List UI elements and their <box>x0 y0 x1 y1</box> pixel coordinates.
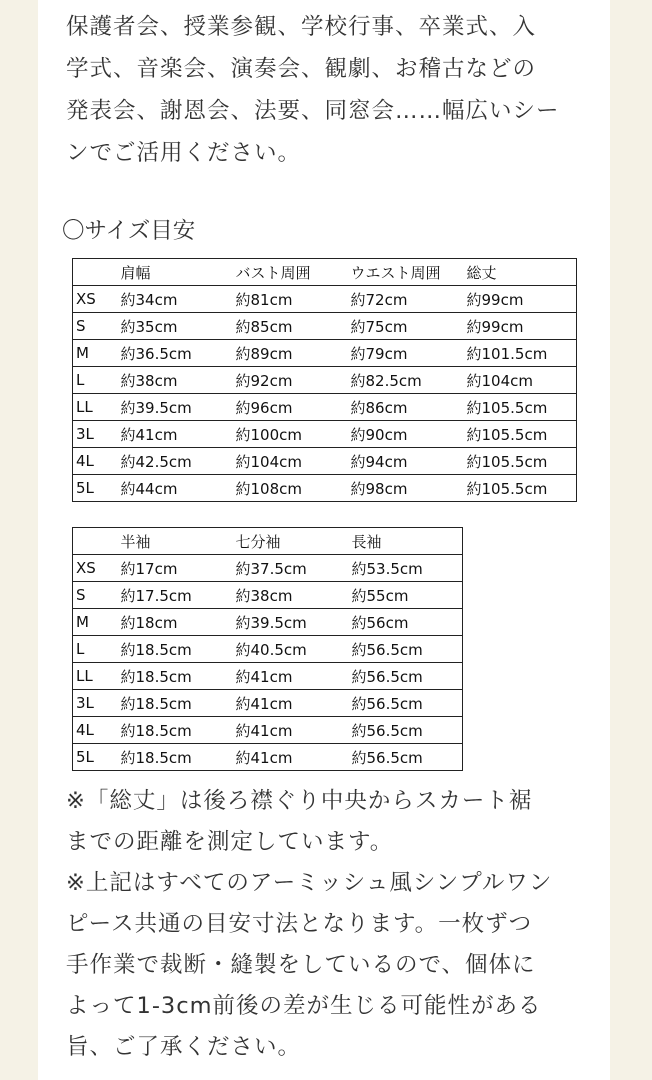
table-cell: 約18.5cm <box>119 690 234 717</box>
table-row <box>73 394 577 421</box>
table-cell: 約17cm <box>119 555 234 582</box>
size-label-cell: LL <box>73 394 119 421</box>
table-cell: 約104cm <box>234 448 349 475</box>
table-cell: 約41cm <box>234 717 349 744</box>
table-cell: 約86cm <box>349 394 464 421</box>
table-cell: 約18cm <box>119 609 234 636</box>
size-label-cell: LL <box>73 663 119 690</box>
table-cell: 約56.5cm <box>349 663 463 690</box>
table-cell: 約44cm <box>119 475 234 502</box>
table-cell: 約37.5cm <box>234 555 349 582</box>
table-row <box>73 313 577 340</box>
table-cell: 約41cm <box>234 744 349 771</box>
table-cell: 約99cm <box>464 286 577 313</box>
table-cell: 約100cm <box>234 421 349 448</box>
sleeve-length-table <box>72 527 463 771</box>
table-row <box>73 663 463 690</box>
intro-line-2: 学式、音楽会、演奏会、観劇、お稽古などの <box>66 56 537 82</box>
table-cell: 約105.5cm <box>464 448 577 475</box>
table-row <box>73 475 577 502</box>
size-label-cell: 3L <box>73 421 119 448</box>
table-cell: 約56.5cm <box>349 717 463 744</box>
table-cell: 約40.5cm <box>234 636 349 663</box>
table-cell: 約56.5cm <box>349 690 463 717</box>
table-header-row <box>73 528 463 555</box>
table-cell: 約81cm <box>234 286 349 313</box>
table-header-cell: バスト周囲 <box>234 259 349 286</box>
size-label-cell: M <box>73 340 119 367</box>
table-header-cell: 総丈 <box>464 259 577 286</box>
table-header-cell <box>73 259 119 286</box>
table-cell: 約41cm <box>234 690 349 717</box>
size-label-cell: M <box>73 609 119 636</box>
table-row <box>73 448 577 475</box>
table-cell: 約55cm <box>349 582 463 609</box>
table-cell: 約18.5cm <box>119 717 234 744</box>
table-row <box>73 340 577 367</box>
table-row <box>73 609 463 636</box>
size-label-cell: 4L <box>73 717 119 744</box>
table-cell: 約39.5cm <box>119 394 234 421</box>
size-label-cell: 3L <box>73 690 119 717</box>
size-label-cell: XS <box>73 555 119 582</box>
table-cell: 約105.5cm <box>464 421 577 448</box>
intro-line-3: 発表会、謝恩会、法要、同窓会……幅広いシー <box>66 98 560 124</box>
table-header-cell: 半袖 <box>119 528 234 555</box>
table-cell: 約89cm <box>234 340 349 367</box>
table-cell: 約98cm <box>349 475 464 502</box>
table-cell: 約53.5cm <box>349 555 463 582</box>
table-cell: 約18.5cm <box>119 744 234 771</box>
table-cell: 約108cm <box>234 475 349 502</box>
table-cell: 約35cm <box>119 313 234 340</box>
table-cell: 約18.5cm <box>119 636 234 663</box>
table-cell: 約105.5cm <box>464 475 577 502</box>
table-cell: 約36.5cm <box>119 340 234 367</box>
table-cell: 約79cm <box>349 340 464 367</box>
table-cell: 約85cm <box>234 313 349 340</box>
table-cell: 約39.5cm <box>234 609 349 636</box>
size-label-cell: 4L <box>73 448 119 475</box>
size-label-cell: 5L <box>73 475 119 502</box>
table-header-cell: 長袖 <box>349 528 463 555</box>
table-header-cell: ウエスト周囲 <box>349 259 464 286</box>
size-label-cell: L <box>73 636 119 663</box>
table-row <box>73 421 577 448</box>
note-line-1: ※「総丈」は後ろ襟ぐり中央からスカート裾 <box>66 788 533 814</box>
note-line-2: までの距離を測定しています。 <box>66 829 394 855</box>
intro-line-1: 保護者会、授業参観、学校行事、卒業式、入 <box>66 14 537 40</box>
table-header-cell: 七分袖 <box>234 528 349 555</box>
table-cell: 約90cm <box>349 421 464 448</box>
table-cell: 約99cm <box>464 313 577 340</box>
size-label-cell: 5L <box>73 744 119 771</box>
table-cell: 約38cm <box>234 582 349 609</box>
note-line-5: 手作業で裁断・縫製をしているので、個体に <box>66 952 536 978</box>
body-size-table <box>72 258 577 502</box>
table-cell: 約41cm <box>119 421 234 448</box>
table-cell: 約56cm <box>349 609 463 636</box>
size-label-cell: L <box>73 367 119 394</box>
note-line-4: ピース共通の目安寸法となります。一枚ずつ <box>66 911 533 937</box>
table-cell: 約42.5cm <box>119 448 234 475</box>
table-cell: 約82.5cm <box>349 367 464 394</box>
table-cell: 約56.5cm <box>349 744 463 771</box>
table-row <box>73 636 463 663</box>
table-cell: 約41cm <box>234 663 349 690</box>
table-cell: 約17.5cm <box>119 582 234 609</box>
table-cell: 約104cm <box>464 367 577 394</box>
table-row <box>73 690 463 717</box>
table-cell: 約75cm <box>349 313 464 340</box>
note-line-3: ※上記はすべてのアーミッシュ風シンプルワン <box>66 870 553 896</box>
size-label-cell: XS <box>73 286 119 313</box>
table-row <box>73 286 577 313</box>
table-cell: 約38cm <box>119 367 234 394</box>
table-header-cell: 肩幅 <box>119 259 234 286</box>
table-cell: 約72cm <box>349 286 464 313</box>
note-line-6: よって1-3cm前後の差が生じる可能性がある <box>66 993 542 1019</box>
table-row <box>73 582 463 609</box>
table-cell: 約18.5cm <box>119 663 234 690</box>
table-cell: 約105.5cm <box>464 394 577 421</box>
size-label-cell: S <box>73 313 119 340</box>
table-cell: 約96cm <box>234 394 349 421</box>
table-cell: 約94cm <box>349 448 464 475</box>
table-cell: 約101.5cm <box>464 340 577 367</box>
table-header-row <box>73 259 577 286</box>
table-cell: 約56.5cm <box>349 636 463 663</box>
table-header-cell <box>73 528 119 555</box>
size-label-cell: S <box>73 582 119 609</box>
table-cell: 約34cm <box>119 286 234 313</box>
size-guide-heading: 〇サイズ目安 <box>62 218 196 244</box>
table-row <box>73 717 463 744</box>
table-row <box>73 555 463 582</box>
table-row <box>73 367 577 394</box>
table-row <box>73 744 463 771</box>
table-cell: 約92cm <box>234 367 349 394</box>
note-line-7: 旨、ご了承ください。 <box>66 1034 302 1060</box>
intro-line-4: ンでご活用ください。 <box>66 140 302 166</box>
